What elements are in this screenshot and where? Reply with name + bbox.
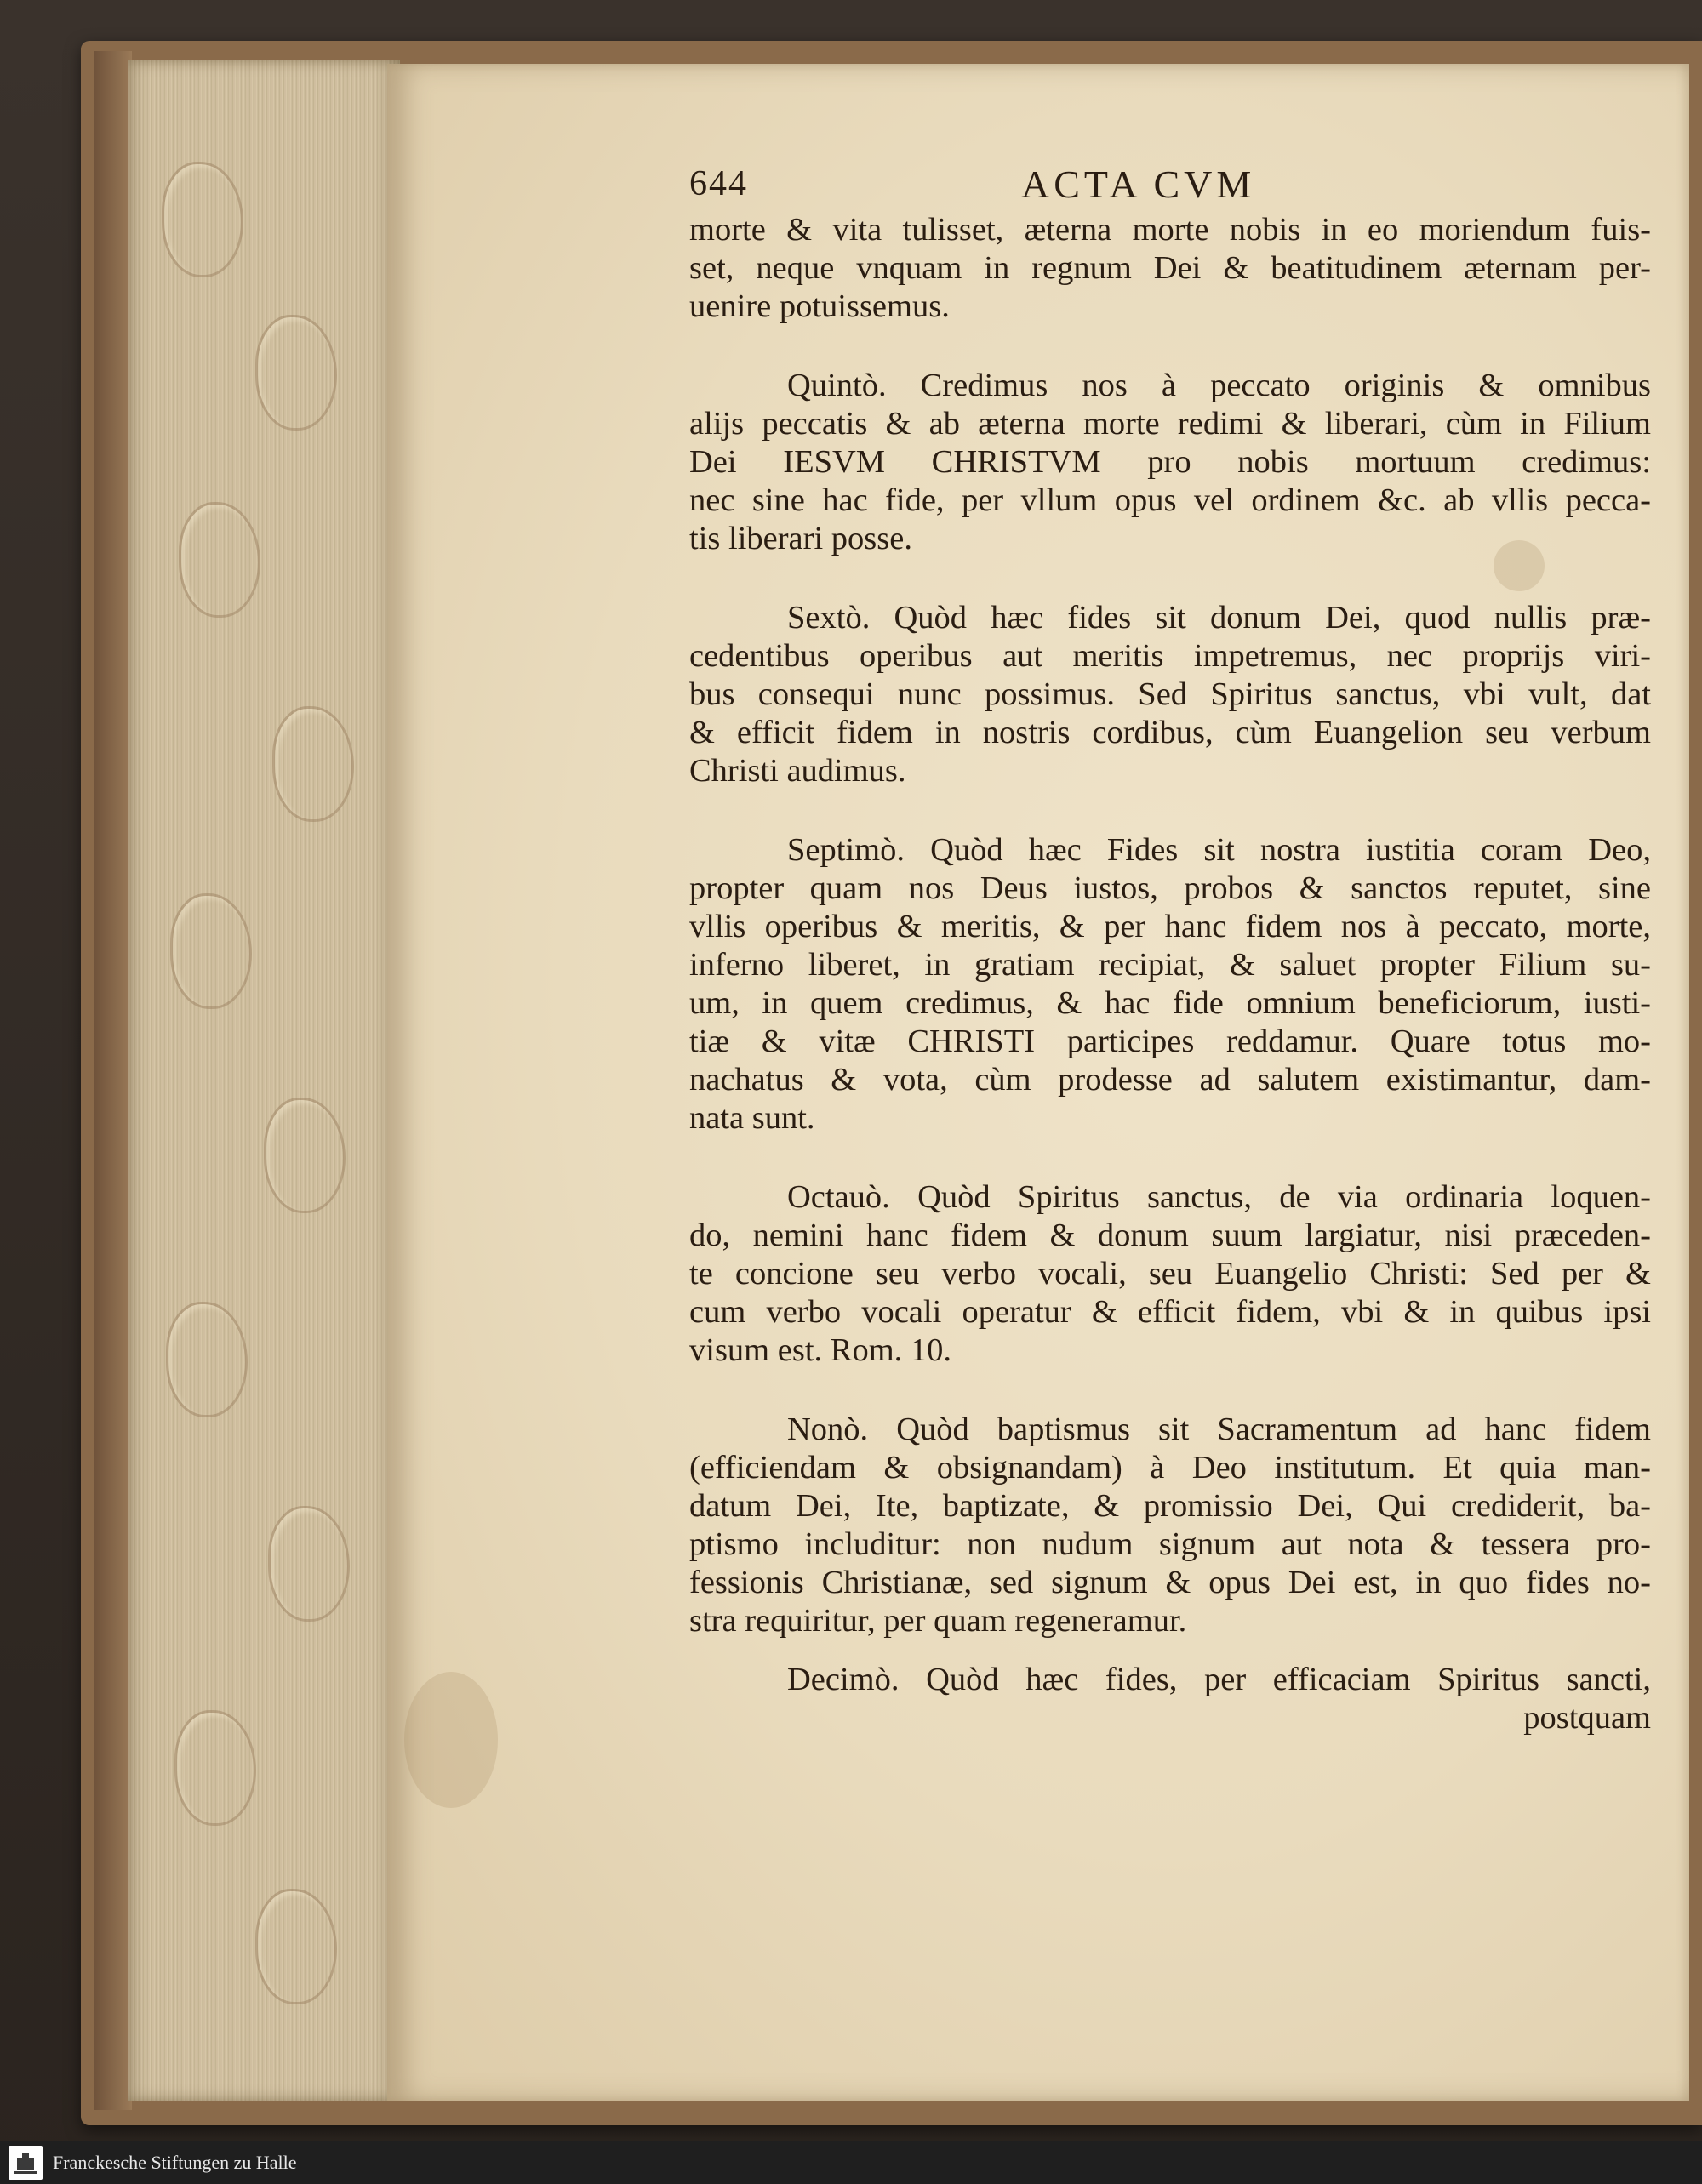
paragraph-quinto — [689, 367, 1651, 558]
text-line: um, in quem credimus, & hac fide omnium beneficiorum, iusti- — [689, 985, 1651, 1021]
text-line: set, neque vnquam in regnum Dei & beatitudinem æternam per- — [689, 250, 1651, 286]
paragraph-gap — [689, 1370, 1651, 1411]
text-line: Dei IESVM CHRISTVM pro nobis mortuum credimus: — [689, 444, 1651, 480]
page-text — [689, 163, 1651, 1737]
paragraph-gap — [689, 790, 1651, 831]
page-fore-edge — [128, 60, 400, 2101]
paragraph-nono — [689, 1411, 1651, 1640]
text-line: alijs peccatis & ab æterna morte redimi & liberari, cùm in Filium — [689, 406, 1651, 442]
text-line: propter quam nos Deus iustos, probos & sanctos reputet, sine — [689, 870, 1651, 906]
page-number: 644 — [689, 164, 748, 203]
text-line: visum est. Rom. 10. — [689, 1332, 952, 1368]
text-line: (efficiendam & obsignandam) à Deo institutum. Et quia man- — [689, 1450, 1651, 1485]
text-line: bus consequi nunc possimus. Sed Spiritus sanctus, vbi vult, dat — [689, 676, 1651, 712]
embossed-ornament — [170, 893, 252, 1009]
text-line: tis liberari posse. — [689, 521, 912, 556]
embossed-ornament — [272, 706, 354, 822]
text-line: nachatus & vota, cùm prodesse ad salutem existimantur, dam- — [689, 1062, 1651, 1098]
text-line: tiæ & vitæ CHRISTI participes reddamur. Quare totus mo- — [689, 1024, 1651, 1059]
text-line: cum verbo vocali operatur & efficit fidem, vbi & in quibus ipsi — [689, 1294, 1651, 1330]
embossed-ornament — [268, 1506, 350, 1622]
text-line: te concione seu verbo vocali, seu Euangelio Christi: Sed per & — [689, 1256, 1651, 1292]
text-line: datum Dei, Ite, baptizate, & promissio Dei, Qui crediderit, ba- — [689, 1488, 1651, 1524]
embossed-ornament — [162, 162, 243, 277]
page-stain — [404, 1672, 498, 1808]
embossed-ornament — [255, 1889, 337, 2004]
text-line: & efficit fidem in nostris cordibus, cùm Euangelion seu verbum — [689, 715, 1651, 750]
footer-bar — [0, 2141, 1702, 2184]
paragraph-gap — [689, 1138, 1651, 1178]
embossed-ornament — [166, 1302, 248, 1417]
text-line: do, nemini hanc fidem & donum suum largiatur, nisi præceden- — [689, 1217, 1651, 1253]
text-line: nec sine hac fide, per vllum opus vel ordinem &c. ab vllis pecca- — [689, 482, 1651, 518]
text-line: Quintò. Credimus nos à peccato originis & omnibus — [787, 368, 1651, 403]
text-line: uenire potuissemus. — [689, 288, 950, 324]
text-line: Christi audimus. — [689, 753, 906, 789]
paragraph-gap — [689, 1640, 1651, 1661]
text-line: Octauò. Quòd Spiritus sanctus, de via ordinaria loquen- — [787, 1179, 1651, 1215]
text-line: nata sunt. — [689, 1100, 815, 1136]
paragraph-continuation — [689, 211, 1651, 326]
paragraph-septimo — [689, 831, 1651, 1138]
embossed-ornament — [179, 502, 260, 618]
text-line: cedentibus operibus aut meritis impetremus, nec proprijs viri- — [689, 638, 1651, 674]
running-head — [689, 163, 1651, 211]
text-line: inferno liberet, in gratiam recipiat, & saluet propter Filium su- — [689, 947, 1651, 983]
embossed-ornament — [264, 1098, 346, 1213]
catchword: postquam — [1523, 1700, 1651, 1736]
book-spine-edge — [94, 51, 132, 2110]
embossed-ornament — [174, 1710, 256, 1826]
text-line: fessionis Christianæ, sed signum & opus Dei est, in quo fides no- — [689, 1565, 1651, 1600]
text-line: Sextò. Quòd hæc fides sit donum Dei, quod nullis præ- — [787, 600, 1651, 636]
text-line: Septimò. Quòd hæc Fides sit nostra iustitia coram Deo, — [787, 832, 1651, 868]
text-line: Nonò. Quòd baptismus sit Sacramentum ad hanc fidem — [787, 1411, 1651, 1447]
paragraph-gap — [689, 326, 1651, 367]
text-line: stra requiritur, per quam regeneramur. — [689, 1603, 1187, 1639]
paragraph-sexto — [689, 599, 1651, 790]
institution-logo-icon — [9, 2146, 43, 2180]
footer-label: Franckesche Stiftungen zu Halle — [53, 2152, 297, 2173]
embossed-ornament — [255, 315, 337, 431]
text-line: vllis operibus & meritis, & per hanc fidem nos à peccato, morte, — [689, 909, 1651, 944]
paragraph-decimo — [689, 1661, 1651, 1737]
text-line: ptismo includitur: non nudum signum aut nota & tessera pro- — [689, 1526, 1651, 1562]
text-line: morte & vita tulisset, æterna morte nobis in eo moriendum fuis- — [689, 212, 1651, 248]
text-line: Decimò. Quòd hæc fides, per efficaciam Spiritus sancti, — [787, 1662, 1651, 1697]
paragraph-octauo — [689, 1178, 1651, 1370]
running-title: ACTA CVM — [1021, 163, 1256, 206]
paragraph-gap — [689, 558, 1651, 599]
